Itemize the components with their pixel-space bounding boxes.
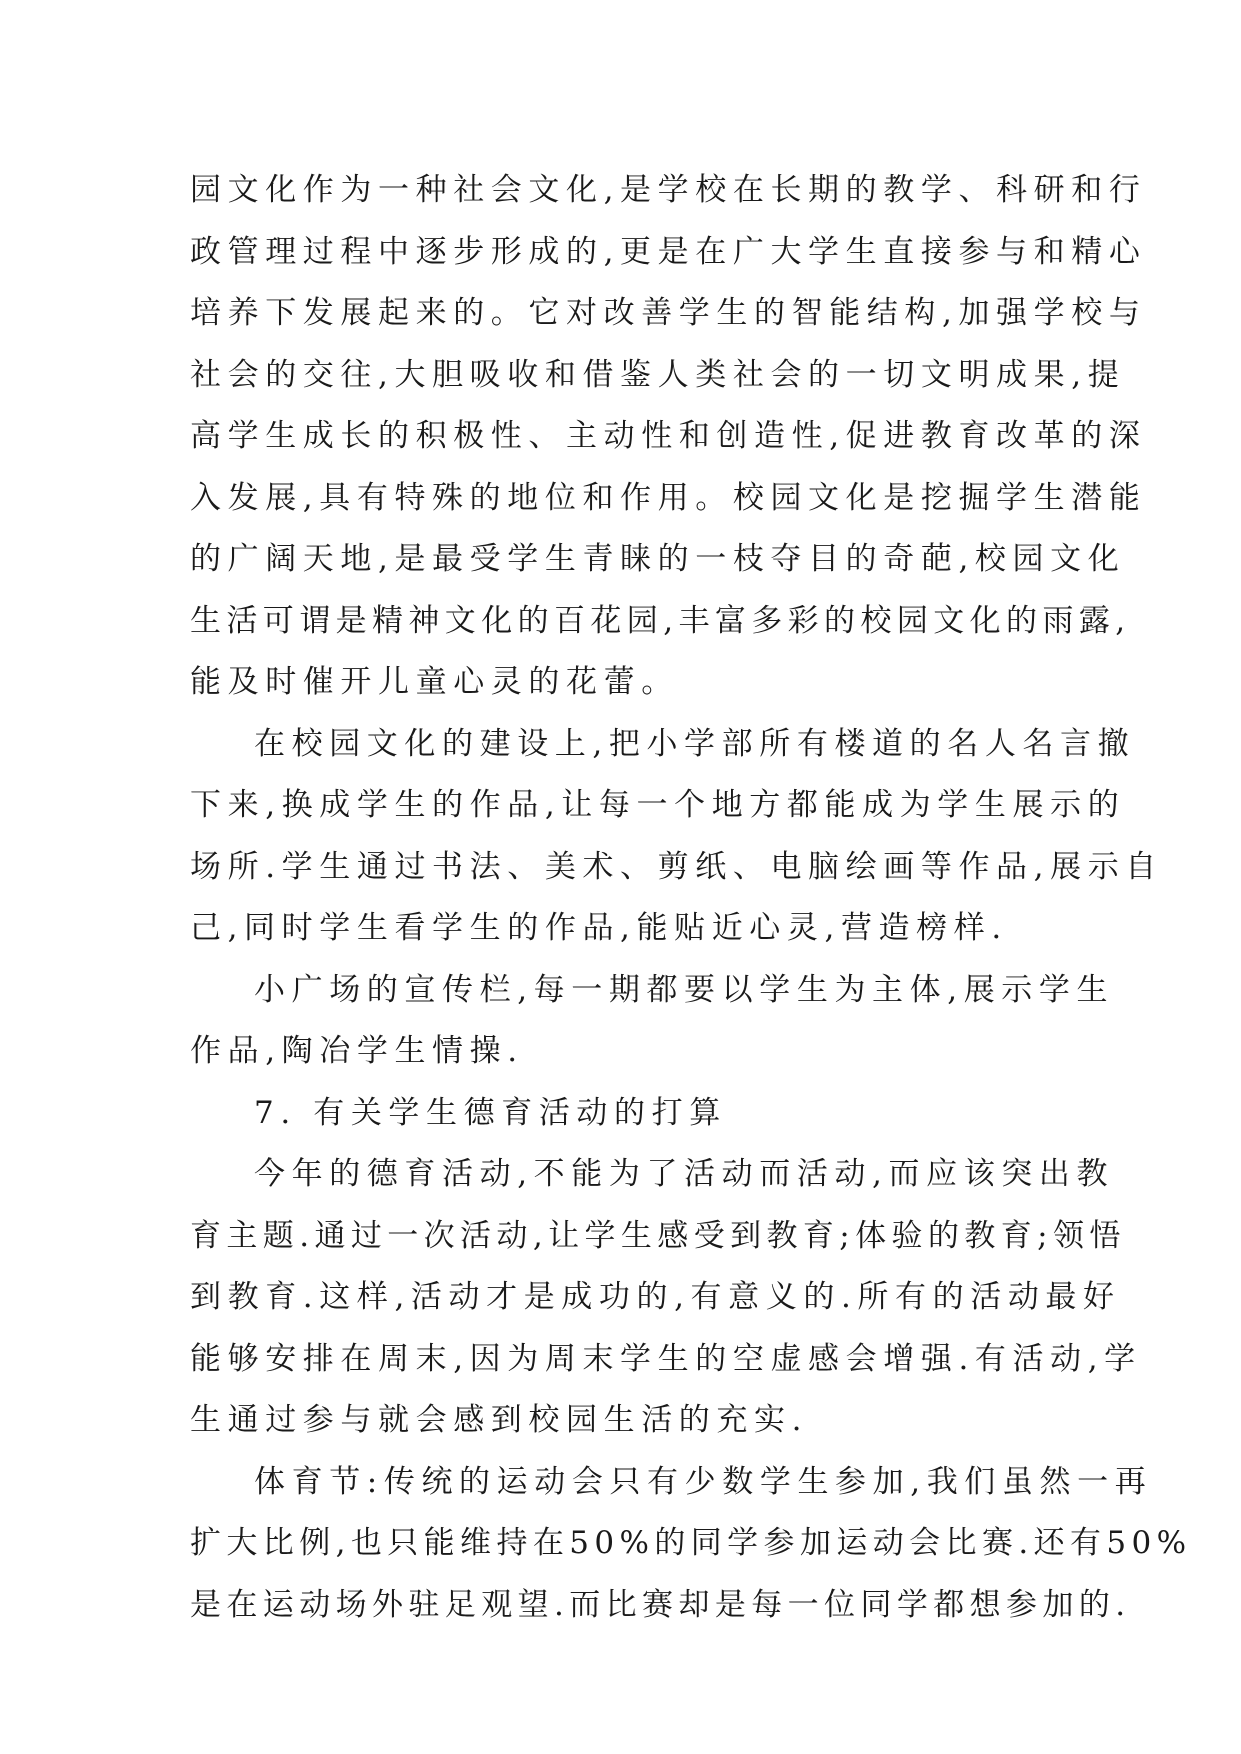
paragraph-first-line: 今年的德育活动,不能为了活动而活动,而应该突出教 — [254, 1156, 1115, 1192]
text-line: 己,同时学生看学生的作品,能贴近心灵,营造榜样. — [190, 910, 1008, 946]
text-line: 能够安排在周末,因为周末学生的空虚感会增强.有活动,学 — [190, 1340, 1142, 1377]
paragraph-first-line: 体育节:传统的运动会只有少数学生参加,我们虽然一再 — [254, 1463, 1153, 1500]
text-line: 作品,陶冶学生情操. — [190, 1033, 524, 1069]
paragraph-first-line: 小广场的宣传栏,每一期都要以学生为主体,展示学生 — [254, 971, 1115, 1008]
text-line: 培养下发展起来的。它对改善学生的智能结构,加强学校与 — [190, 295, 1147, 331]
text-line: 场所.学生通过书法、美术、剪纸、电脑绘画等作品,展示自 — [190, 848, 1163, 885]
text-line: 到教育.这样,活动才是成功的,有意义的.所有的活动最好 — [190, 1279, 1121, 1315]
text-line: 育主题.通过一次活动,让学生感受到教育;体验的教育;领悟 — [190, 1217, 1126, 1254]
text-line: 下来,换成学生的作品,让每一个地方都能成为学生展示的 — [190, 787, 1126, 823]
text-line: 能及时催开儿童心灵的花蕾。 — [190, 664, 679, 700]
text-line: 的广阔天地,是最受学生青睐的一枝夺目的奇葩,校园文化 — [190, 541, 1126, 577]
text-line: 园文化作为一种社会文化,是学校在长期的教学、科研和行 — [190, 172, 1147, 208]
paragraph-first-line: 在校园文化的建设上,把小学部所有楼道的名人名言撤 — [254, 725, 1136, 762]
section-heading: 7. 有关学生德育活动的打算 — [254, 1094, 727, 1131]
document-page — [190, 160, 1192, 1636]
text-line: 政管理过程中逐步形成的,更是在广大学生直接参与和精心 — [190, 233, 1147, 270]
text-line: 是在运动场外驻足观望.而比赛却是每一位同学都想参加的. — [190, 1586, 1131, 1623]
text-line: 入发展,具有特殊的地位和作用。校园文化是挖掘学生潜能 — [190, 479, 1147, 516]
text-line: 生通过参与就会感到校园生活的充实. — [190, 1402, 809, 1438]
text-line: 社会的交往,大胆吸收和借鉴人类社会的一切文明成果,提 — [190, 356, 1126, 393]
text-line: 扩大比例,也只能维持在50%的同学参加运动会比赛.还有50% — [190, 1525, 1192, 1561]
text-line: 高学生成长的积极性、主动性和创造性,促进教育改革的深 — [190, 418, 1147, 454]
text-line: 生活可谓是精神文化的百花园,丰富多彩的校园文化的雨露, — [190, 602, 1131, 639]
